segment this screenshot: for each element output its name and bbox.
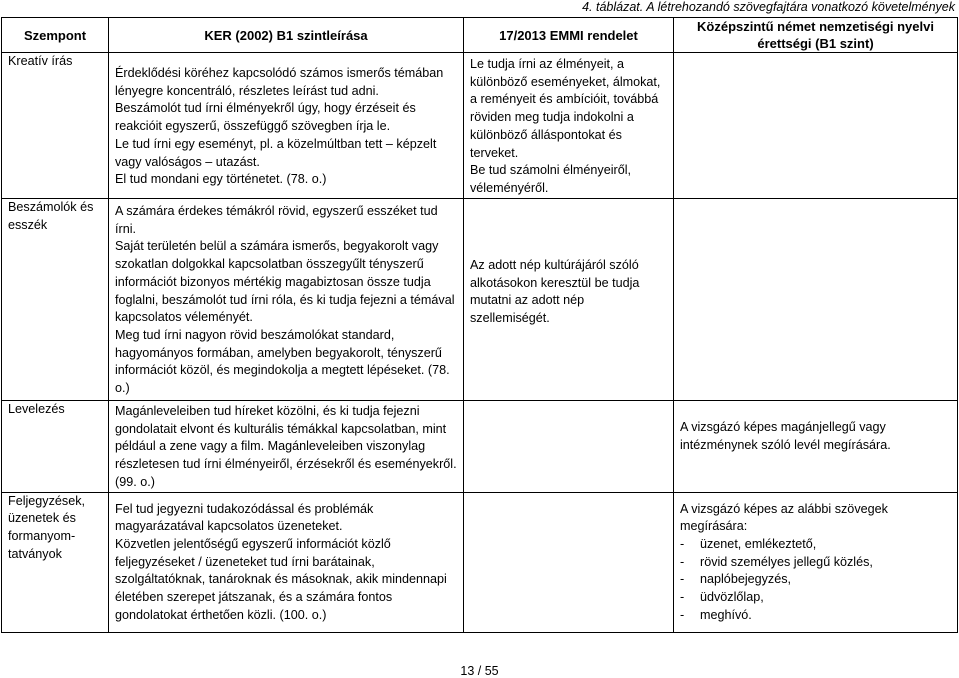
table-row: [2, 401, 958, 493]
header-exam: Középszintű német nemzetiségi nyelvi érettségi (B1 szint): [674, 18, 958, 53]
list-item: - üdvözlőlap,: [680, 589, 951, 607]
exam-paragraph: A vizsgázó képes magánjellegű vagy intézménynek szóló levél megírására.: [680, 420, 891, 452]
ker-paragraph: Saját területén belül a számára ismerős, begyakorolt vagy szokatlan dolgokkal kapcsolatban összegyűlt tényszerű információt bizonyos mértékig magabiztosan össze tudja foglalni, beszámolót tud írni róla, és ki tudja fejezni a témával kapcsolatos véleményét.: [115, 239, 455, 325]
exam-paragraph: A vizsgázó képes az alábbi szövegek megírására:: [680, 501, 888, 534]
list-item: - rövid személyes jellegű közlés,: [680, 554, 951, 572]
exam-cell: [674, 53, 958, 199]
header-emmi: 17/2013 EMMI rendelet: [464, 18, 674, 53]
list-item: - meghívó.: [680, 607, 951, 625]
emmi-paragraph: Le tudja írni az élményeit, a különböző eseményeket, álmokat, a reményeit és ambícióit, továbbá röviden meg tudja indokolni a különböző álláspontokat és terveket.: [470, 57, 661, 160]
requirements-table: [1, 17, 958, 633]
row-topic: Kreatív írás: [2, 53, 109, 199]
emmi-paragraph: Az adott nép kultúrájáról szóló alkotásokon keresztül be tudja mutatni az adott nép szellemiségét.: [470, 258, 640, 326]
row-topic: Feljegyzések, üzenetek és formanyom-tatványok: [2, 492, 109, 632]
header-row: [2, 18, 958, 53]
exam-cell: [674, 401, 958, 493]
list-item: - naplóbejegyzés,: [680, 571, 951, 589]
table-row: [2, 53, 958, 199]
exam-text-type-list: [680, 536, 951, 625]
exam-cell: [674, 492, 958, 632]
ker-cell: [109, 401, 464, 493]
ker-paragraph: Meg tud írni nagyon rövid beszámolókat standard, hagyományos formában, amelyben begyakorolt, tényszerű információt közöl, és megindokolja a megtett lépéseket. (78. o.): [115, 327, 450, 396]
table-caption: 4. táblázat. A létrehozandó szövegfajtára vonatkozó követelmények: [582, 0, 955, 14]
emmi-paragraph: Be tud számolni élményeiről, véleményéről.: [470, 163, 631, 195]
header-ker: KER (2002) B1 szintleírása: [109, 18, 464, 53]
emmi-cell: [464, 401, 674, 493]
ker-paragraph: Érdeklődési köréhez kapcsolódó számos ismerős témában lényegre koncentráló, részletes leírást tud adni.: [115, 66, 444, 98]
ker-paragraph: Fel tud jegyezni tudakozódással és problémák magyarázatával kapcsolatos üzeneteket.: [115, 501, 374, 534]
ker-paragraph: A számára érdekes témákról rövid, egyszerű esszéket tud írni.: [115, 204, 438, 236]
list-item: - üzenet, emlékeztető,: [680, 536, 951, 554]
table-row: [2, 492, 958, 632]
emmi-cell: [464, 53, 674, 199]
emmi-cell: [464, 199, 674, 401]
ker-paragraph: Magánleveleiben tud híreket közölni, és ki tudja fejezni gondolatait elvont és kulturális témákkal kapcsolatban, mint például a zene vagy a film. Magánleveleiben viszonylag részletesen tud írni élményeiről, érzésekről és eseményekről. (99. o.): [115, 404, 457, 489]
emmi-cell: [464, 492, 674, 632]
ker-cell: [109, 492, 464, 632]
row-topic: Beszámolók és esszék: [2, 199, 109, 401]
ker-paragraph: Le tud írni egy eseményt, pl. a közelmúltban tett – képzelt vagy valóságos – utazást.: [115, 136, 437, 169]
table-row: [2, 199, 958, 401]
header-szempont: Szempont: [2, 18, 109, 53]
ker-paragraph: Közvetlen jelentőségű egyszerű információt közlő feljegyzéseket / üzeneteket tud írni barátainak, szolgáltatóknak, tanároknak és másoknak, akik mindennapi életében szerepet játszanak, és a számára fontos gondolatokat érthetően közli. (100. o.): [115, 536, 447, 622]
row-topic: Levelezés: [2, 401, 109, 493]
ker-cell: [109, 199, 464, 401]
ker-paragraph: El tud mondani egy történetet. (78. o.): [115, 172, 327, 187]
exam-cell: [674, 199, 958, 401]
page-number: 13 / 55: [460, 664, 499, 678]
ker-cell: [109, 53, 464, 199]
ker-paragraph: Beszámolót tud írni élményekről úgy, hogy érzéseit és reakcióit egyszerű, összefüggő szövegben írja le.: [115, 101, 416, 134]
